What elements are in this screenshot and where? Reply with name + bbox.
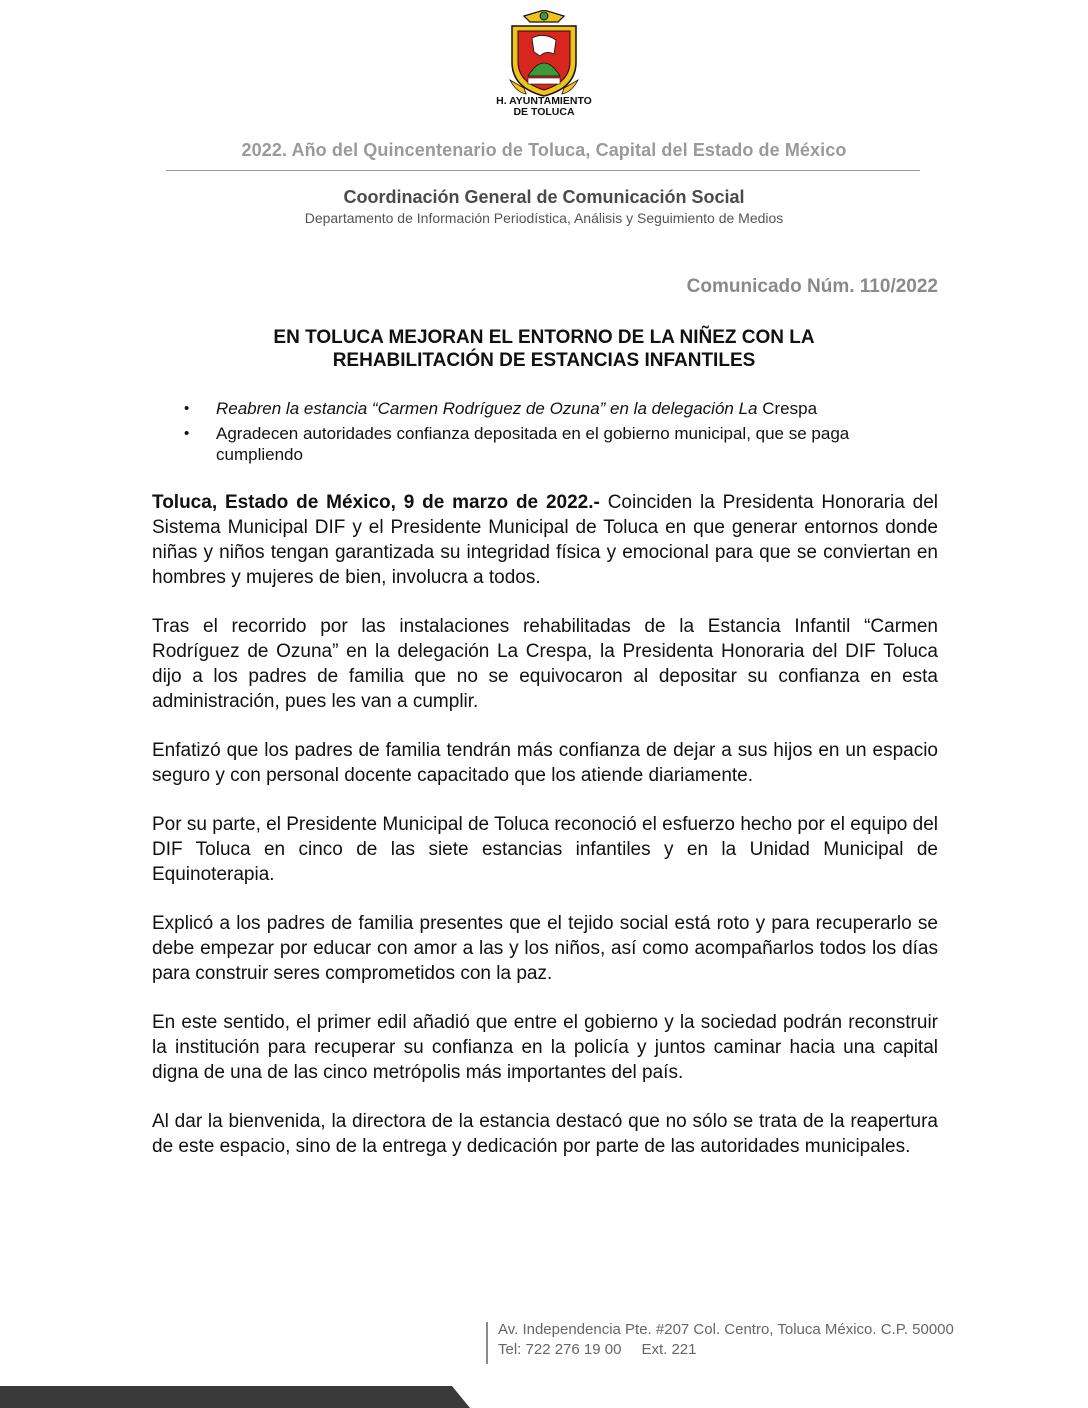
paragraph: En este sentido, el primer edil añadió que entre el gobierno y la sociedad podrán reconstruir la institución para recuperar su confianza en la policía y juntos caminar hacia una capital digna de una de las cinco metrópolis más importantes del país. [152, 1012, 938, 1083]
headline-line2: REHABILITACIÓN DE ESTANCIAS INFANTILES [332, 350, 756, 371]
summary-bullets [184, 398, 924, 469]
footer-divider [486, 1322, 488, 1364]
paragraph: Al dar la bienvenida, la directora de la estancia destacó que no sólo se trata de la reapertura de este espacio, sino de la entrega y dedicación por parte de las autoridades municipales. [152, 1111, 938, 1157]
bullet-item [184, 398, 924, 419]
bullet-item [184, 423, 924, 465]
bullet-dot-icon: • [184, 425, 190, 442]
paragraph [152, 490, 938, 590]
logo-caption-line2: DE TOLUCA [513, 106, 575, 118]
bullet-text: Crespa [757, 399, 818, 418]
footer-tel-number: Tel: 722 276 19 00 [498, 1341, 622, 1358]
header-divider [166, 170, 920, 171]
logo-caption [460, 96, 628, 118]
article-body [152, 490, 938, 1183]
bullet-italic-text: Reabren la estancia “Carmen Rodríguez de Ozuna” en la delegación La [216, 399, 758, 418]
coordination-title: Coordinación General de Comunicación Social [343, 187, 745, 207]
paragraph: Explicó a los padres de familia presentes que el tejido social está roto y para recuperarlo se debe empezar por educar con amor a las y los niños, así como acompañarlos todos los días para construir seres comprometidos con la paz. [152, 913, 938, 984]
paragraph: Por su parte, el Presidente Municipal de Toluca reconoció el esfuerzo hecho por el equipo del DIF Toluca en cinco de las siete estancias infantiles y en la Unidad Municipal de Equinoterapia. [152, 814, 938, 885]
headline [150, 326, 938, 372]
paragraph: Enfatizó que los padres de familia tendrán más confianza de dejar a sus hijos en un espacio seguro y con personal docente capacitado que los atiende diariamente. [152, 740, 938, 786]
department-subtitle: Departamento de Información Periodística, Análisis y Seguimiento de Medios [304, 210, 784, 226]
dateline: Toluca, Estado de México, 9 de marzo de 2022.- [152, 492, 600, 513]
paragraph-text: Coinciden la Presidenta Honoraria del Sistema Municipal DIF y el Presidente Municipal de Toluca en que generar entornos donde niñas y niños tengan garantizada su integridad física y emocional para que se conviertan en hombres y mujeres de bien, involucra a todos. [152, 492, 938, 588]
bullet-dot-icon: • [184, 400, 190, 417]
footer-phone [498, 1340, 696, 1360]
bullet-text: Agradecen autoridades confianza depositada en el gobierno municipal, que se paga cumpliendo [216, 424, 850, 464]
footer-address: Av. Independencia Pte. #207 Col. Centro, Toluca México. C.P. 50000 [498, 1321, 954, 1338]
paragraph: Tras el recorrido por las instalaciones rehabilitadas de la Estancia Infantil “Carmen Rodríguez de Ozuna” en la delegación La Crespa, la Presidenta Honoraria del DIF Toluca dijo a los padres de familia que no se equivocaron al depositar su confianza en esta administración, pues les van a cumplir. [152, 616, 938, 712]
logo-caption-line1: H. AYUNTAMIENTO [496, 95, 592, 107]
release-number: Comunicado Núm. 110/2022 [686, 276, 938, 297]
headline-line1: EN TOLUCA MEJORAN EL ENTORNO DE LA NIÑEZ CON LA [273, 327, 815, 348]
toluca-coat-of-arms-logo [506, 10, 582, 98]
bottom-decorative-band [0, 1386, 470, 1408]
footer-ext: Ext. 221 [641, 1341, 697, 1358]
year-banner: 2022. Año del Quincentenario de Toluca, Capital del Estado de México [241, 140, 847, 160]
